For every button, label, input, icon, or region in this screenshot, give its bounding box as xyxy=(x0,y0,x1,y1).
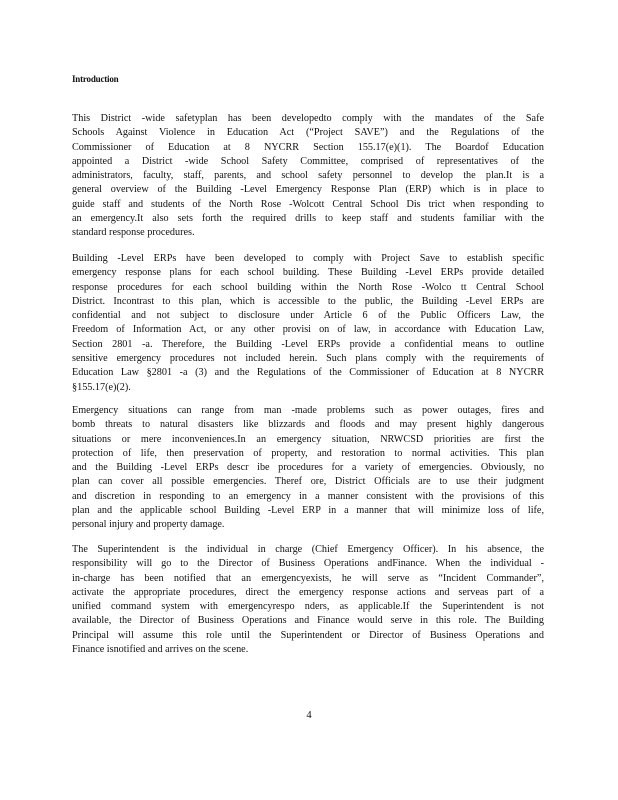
paragraph-line: and the Building -Level ERPs descr ibe procedures for a variety of emergencies. Obviously, no xyxy=(72,462,544,474)
paragraph-line: activate the appropriate procedures, direct the emergency response actions and serveas part of a xyxy=(72,586,544,598)
paragraph-line: in-charge has been notified that an emergencyexists, he will serve as “Incident Commander”, xyxy=(72,572,544,584)
paragraph-line: Finance isnotified and arrives on the scene. xyxy=(72,644,249,656)
section-heading: Introduction xyxy=(72,74,119,84)
paragraph-line: Principal will assume this role until the Superintendent or Director of Business Operations and xyxy=(72,629,544,641)
paragraph-line: unified command system with emergencyrespo nders, as applicable.If the Superintendent is not xyxy=(72,601,544,613)
paragraph-line: guide staff and students of the North Rose -Wolcott Central School Dis trict when responding to xyxy=(72,198,544,210)
paragraph-line: Education Law §2801 -a (3) and the Regulations of the Commissioner of Education at 8 NYCRR xyxy=(72,367,544,379)
paragraph-line: appointed a District -wide School Safety Committee, comprised of representatives of the xyxy=(72,155,544,167)
paragraph-line: Freedom of Information Act, or any other provisi on of law, in accordance with Education Law, xyxy=(72,324,544,336)
paragraph-line: protection of life, then preservation of property, and restoration to normal activities. This plan xyxy=(72,447,544,459)
paragraph-line: Schools Against Violence in Education Act (“Project SAVE”) and the Regulations of the xyxy=(72,127,544,139)
paragraph-line: plan can cover all possible emergencies. Theref ore, District Officials are to use their judgment xyxy=(72,476,544,488)
paragraph-line: District. Incontrast to this plan, which is accessible to the public, the Building -Level ERPs are xyxy=(72,295,544,307)
paragraph-superintendent-role xyxy=(72,543,544,657)
paragraph-line: standard response procedures. xyxy=(72,227,195,239)
page-number: 4 xyxy=(306,710,312,721)
paragraph-line: response procedures for each school building within the North Rose -Wolco tt Central School xyxy=(72,281,544,293)
paragraph-emergency-situations xyxy=(72,404,544,533)
paragraph-line: Emergency situations can range from man -made problems such as power outages, fires and xyxy=(72,405,544,416)
paragraph-line: personal injury and property damage. xyxy=(72,519,225,531)
paragraph-line: The Superintendent is the individual in charge (Chief Emergency Officer). In his absence, the xyxy=(72,544,544,555)
paragraph-line: situations or mere inconveniences.In an emergency situation, NRWCSD priorities are first the xyxy=(72,433,544,445)
paragraph-line: bomb threats to natural disasters like blizzards and floods and may present highly dangerous xyxy=(72,419,544,431)
paragraph-line: general overview of the Building -Level Emergency Response Plan (ERP) which is in place to xyxy=(72,184,544,196)
paragraph-line: and discretion in responding to an emergency in a manner consistent with the provisions of this xyxy=(72,490,544,502)
paragraph-line: an emergency.It also sets forth the required drills to keep staff and students familiar with the xyxy=(72,213,544,225)
paragraph-line: Section 2801 -a. Therefore, the Building -Level ERPs provide a confidential means to outline xyxy=(72,338,544,350)
paragraph-line: Building -Level ERPs have been developed to comply with Project Save to establish specific xyxy=(72,253,544,264)
paragraph-line: administrators, faculty, staff, parents, and school safety personnel to develop the plan.It is a xyxy=(72,170,544,182)
paragraph-building-level-erps xyxy=(72,252,544,395)
paragraph-line: Commissioner of Education at 8 NYCRR Section 155.17(e)(1). The Boardof Education xyxy=(72,141,544,153)
paragraph-line: responsibility will go to the Director of Business Operations andFinance. When the individual - xyxy=(72,558,544,570)
paragraph-line: available, the Director of Business Operations and Finance would serve in this role. The Building xyxy=(72,615,544,627)
paragraph-line: §155.17(e)(2). xyxy=(72,381,131,393)
paragraph-line: sensitive emergency procedures not included herein. Such plans comply with the requirements of xyxy=(72,353,544,365)
paragraph-line: confidential and not subject to disclosure under Article 6 of the Public Officers Law, the xyxy=(72,310,544,322)
paragraph-line: This District -wide safetyplan has been developedto comply with the mandates of the Safe xyxy=(72,113,544,124)
paragraph-line: emergency response plans for each school building. These Building -Level ERPs provide detailed xyxy=(72,267,544,279)
paragraph-line: plan and the applicable school Building -Level ERP in a manner that will minimize loss of life, xyxy=(72,505,544,517)
paragraph-safety-plan-overview xyxy=(72,112,544,241)
